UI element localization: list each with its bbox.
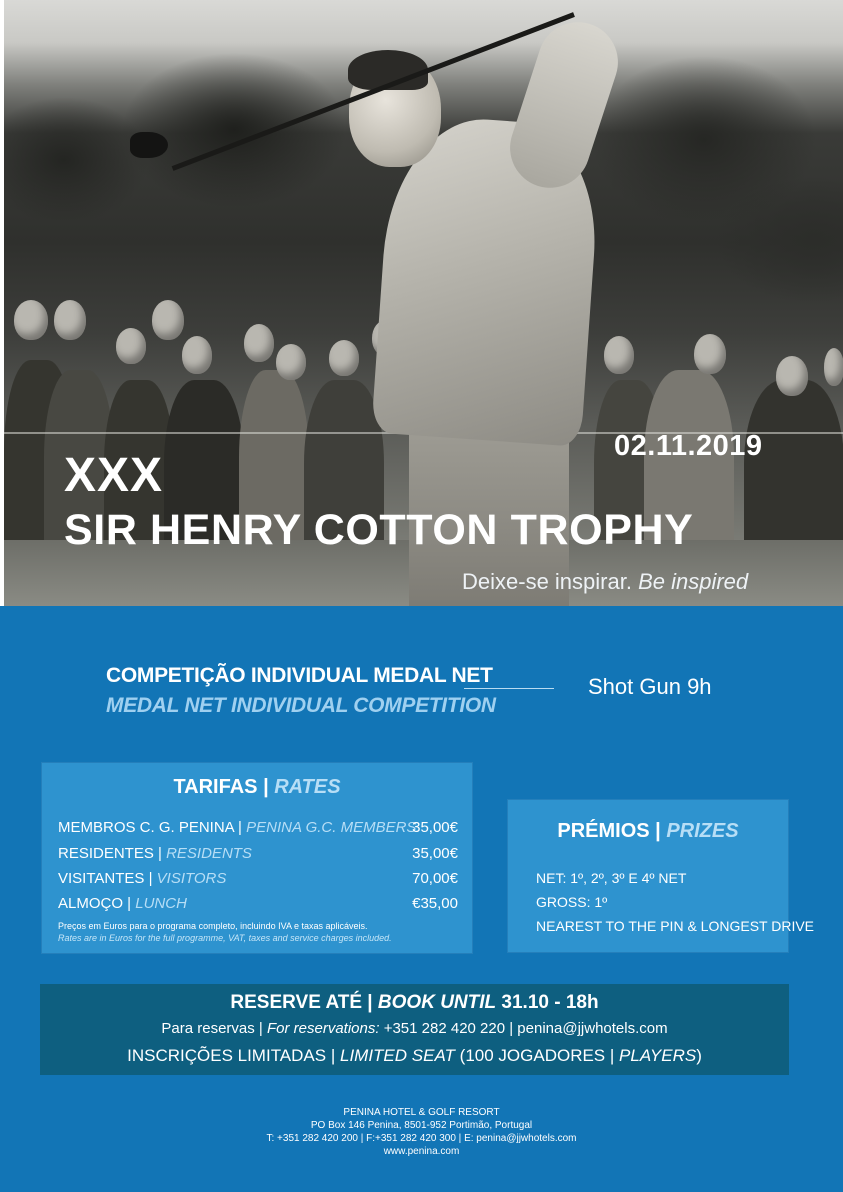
start-time: Shot Gun 9h — [588, 674, 712, 699]
limited-close: ) — [696, 1046, 702, 1065]
rate-price: 70,00€ — [412, 870, 458, 887]
prize-item: NET: 1º, 2º, 3º E 4º NET — [536, 870, 687, 886]
rates-note-pt: Preços em Euros para o programa completo, incluindo IVA e taxas aplicáveis. — [58, 921, 368, 931]
rate-label-pt: VISITANTES | — [58, 870, 153, 887]
prize-item: NEAREST TO THE PIN & LONGEST DRIVE — [536, 918, 815, 934]
reservation-contact-en: For reservations: — [266, 1020, 380, 1037]
rate-price: €35,00 — [412, 895, 458, 912]
book-until-date: 31.10 - 18h — [501, 992, 599, 1013]
limited-players: PLAYERS — [619, 1046, 697, 1065]
rate-price: 35,00€ — [412, 819, 458, 836]
reservation-contact — [40, 1020, 789, 1037]
tagline-pt: Deixe-se inspirar. — [462, 569, 632, 594]
reservation-contact-pt: Para reservas | — [161, 1020, 263, 1037]
rate-label-en: VISITORS — [156, 870, 227, 887]
rate-label-en: PENINA G.C. MEMBERS — [246, 819, 417, 836]
prizes-heading-pt: PRÉMIOS | — [557, 820, 661, 842]
prizes-heading-en: PRIZES — [666, 820, 739, 842]
competition-title-en: MEDAL NET INDIVIDUAL COMPETITION — [106, 694, 496, 717]
event-date: 02.11.2019 — [614, 430, 763, 462]
limited-count: (100 JOGADORES | — [459, 1046, 615, 1065]
golf-club-head — [130, 132, 168, 158]
limited-en: LIMITED SEAT — [339, 1046, 455, 1065]
rates-heading-pt: TARIFAS | — [173, 776, 269, 798]
rate-label-pt: MEMBROS C. G. PENINA | — [58, 819, 242, 836]
tagline-en: Be inspired — [638, 569, 749, 594]
footer-resort-name: PENINA HOTEL & GOLF RESORT — [343, 1107, 500, 1118]
rate-label-en: LUNCH — [135, 895, 187, 912]
book-until-en: BOOK UNTIL — [377, 992, 497, 1013]
prizes-heading — [508, 820, 788, 843]
limited-seats — [40, 1046, 789, 1066]
divider-line — [464, 688, 554, 689]
rates-heading — [0, 776, 514, 799]
reservation-phone-email[interactable]: +351 282 420 220 | penina@jjwhotels.com — [383, 1020, 668, 1037]
rate-price: 35,00€ — [412, 845, 458, 862]
prize-item: GROSS: 1º — [536, 894, 608, 910]
competition-title-pt: COMPETIÇÃO INDIVIDUAL MEDAL NET — [106, 664, 493, 687]
rates-note-en: Rates are in Euros for the full programme, VAT, taxes and service charges included. — [58, 933, 392, 943]
rate-label-pt: ALMOÇO | — [58, 895, 132, 912]
book-until-pt: RESERVE ATÉ | — [230, 992, 373, 1013]
tagline — [462, 569, 748, 595]
footer-website-link[interactable]: www.penina.com — [383, 1146, 460, 1157]
footer-contacts[interactable]: T: +351 282 420 200 | F:+351 282 420 300 | E: penina@jjwhotels.com — [266, 1133, 577, 1144]
rates-heading-en: RATES — [274, 776, 341, 798]
rate-label-en: RESIDENTS — [166, 845, 252, 862]
limited-pt: INSCRIÇÕES LIMITADAS | — [127, 1046, 336, 1065]
event-title: SIR HENRY COTTON TROPHY — [64, 506, 694, 554]
rate-label-pt: RESIDENTES | — [58, 845, 162, 862]
footer-address: PO Box 146 Penina, 8501-952 Portimão, Portugal — [310, 1120, 533, 1131]
edition-number: XXX — [64, 449, 164, 502]
book-until — [40, 992, 789, 1014]
